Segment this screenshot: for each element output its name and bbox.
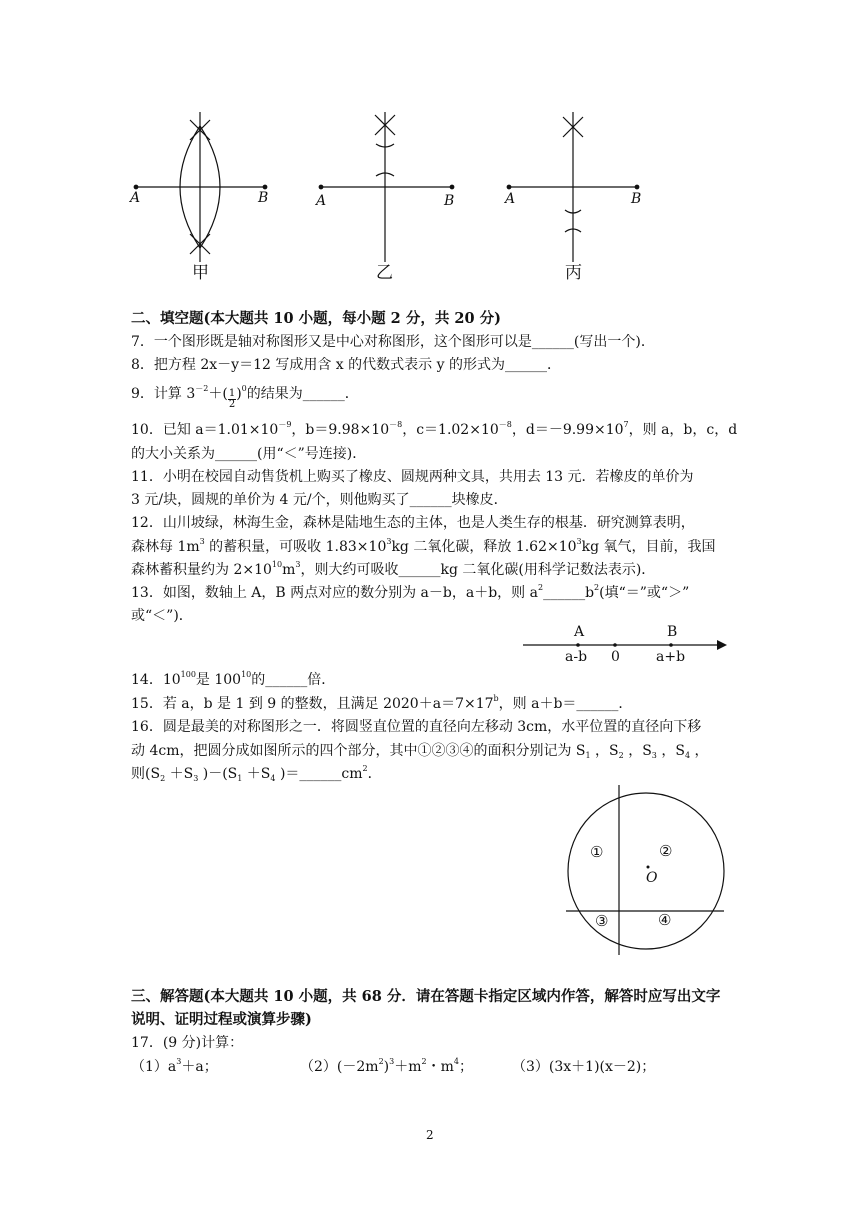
fig3-caption: 丙 — [565, 263, 582, 283]
question-12-line3: 森林蓄积量约为 $2\times 10^{10}m^3$，则大约可吸收______kg 二氧化碳(用科学记数法表示)． — [131, 560, 656, 578]
question-14: 14．$10^{100}$是 $100^{10}$的______倍． — [131, 670, 336, 688]
region-3-label: ③ — [595, 912, 609, 930]
fig2-point-b: B — [444, 193, 455, 209]
question-13-line2: 或“＜”)． — [131, 608, 193, 624]
numberline-point-b: B — [667, 624, 678, 640]
fig3-point-b: B — [631, 191, 642, 207]
section3-heading-line2: 说明、证明过程或演算步骤) — [131, 1011, 312, 1028]
fig2-point-a: A — [316, 193, 327, 209]
construction-figures — [0, 100, 860, 290]
section3-heading-line1: 三、解答题(本大题共 10 小题，共 68 分．请在答题卡指定区域内作答，解答时应写出文字 — [131, 988, 721, 1005]
fig1-point-b: B — [258, 190, 269, 206]
question-17-part3: （3）(3x＋1)(x－2)； — [512, 1059, 656, 1075]
question-11-line1: 11．小明在校园自动售货机上购买了橡皮、圆规两种文具，共用去 13 元．若橡皮的单价为 — [131, 469, 694, 485]
question-7: 7．一个图形既是轴对称图形又是中心对称图形，这个图形可以是______(写出一个)． — [131, 334, 655, 350]
fig2-caption: 乙 — [376, 263, 393, 283]
fig1-caption: 甲 — [192, 263, 209, 283]
question-17-title: 17．(9 分)计算： — [131, 1035, 244, 1051]
numberline-point-a: A — [574, 624, 585, 640]
numberline-zero: 0 — [611, 649, 620, 665]
circle-center-label: O — [646, 870, 658, 886]
question-9: 9．计算 $3^{-2}+$( $\frac{1}{2}$ )$^0$的结果为______． — [131, 384, 359, 410]
region-4-label: ④ — [658, 911, 672, 929]
fig3-point-a: A — [505, 191, 516, 207]
fig1-point-a: A — [130, 190, 141, 206]
question-10-line1: 10．已知 $a=1.01\times 10^{-9}$，$b=9.98\times 10^{-8}$，$c=1.02\times 10^{-8}$，$d=-9.99\times 10^7$，则 a，b，c，d — [131, 420, 738, 438]
question-11-line2: 3 元/块，圆规的单价为 4 元/个，则他购买了______块橡皮． — [131, 492, 508, 508]
number-line — [520, 630, 735, 670]
question-12-line1: 12．山川坡绿，林海生金，森林是陆地生态的主体，也是人类生存的根基．研究测算表明， — [131, 515, 695, 531]
question-12-line2: 森林每 $1m^3$ 的蓄积量，可吸收 $1.83\times 10^3kg$ 二氧化碳，释放 $1.62\times 10^3kg$ 氧气，目前，我国 — [131, 537, 716, 555]
question-17-part1: $(1)a^3+a$； — [131, 1057, 218, 1075]
question-16-line2: 动 4cm，把圆分成如图所示的四个部分，其中①②③④的面积分别记为 $S_1$ ，$S_2$ ，$S_3$ ，$S_4$ ， — [131, 743, 709, 760]
numberline-b-value: a+b — [656, 649, 686, 665]
page-number: 2 — [426, 1128, 434, 1142]
question-16-line3: 则($S_2 +S_3$ )$-(S_1 +S_4$ )$=\_\_\_\_\_\_cm^2$． — [131, 764, 382, 783]
section2-heading: 二、填空题(本大题共 10 小题，每小题 2 分，共 20 分) — [131, 310, 501, 327]
question-13-line1: 13．如图，数轴上 A，B 两点对应的数分别为 a－b，a＋b，则 $a^2\_\_\_\_\_\_b^2$(填“＝”或“＞” — [131, 583, 690, 601]
question-10-line2: 的大小关系为______(用“＜”号连接)． — [131, 446, 367, 462]
region-1-label: ① — [590, 843, 604, 861]
question-17-part2: $(2)(-2m^2)^3+m^2$・$m^4$； — [300, 1057, 473, 1075]
question-16-line1: 16．圆是最美的对称图形之一．将圆竖直位置的直径向左移动 3cm，水平位置的直径向下移 — [131, 719, 702, 735]
numberline-a-value: a-b — [565, 649, 588, 665]
region-2-label: ② — [659, 842, 673, 860]
question-15: 15．若 a，b 是 1 到 9 的整数，且满足 $2020+a=7\times 17^b$，则 a＋b＝______． — [131, 694, 633, 712]
question-8: 8．把方程 2x－y＝12 写成用含 x 的代数式表示 y 的形式为______． — [131, 357, 561, 373]
